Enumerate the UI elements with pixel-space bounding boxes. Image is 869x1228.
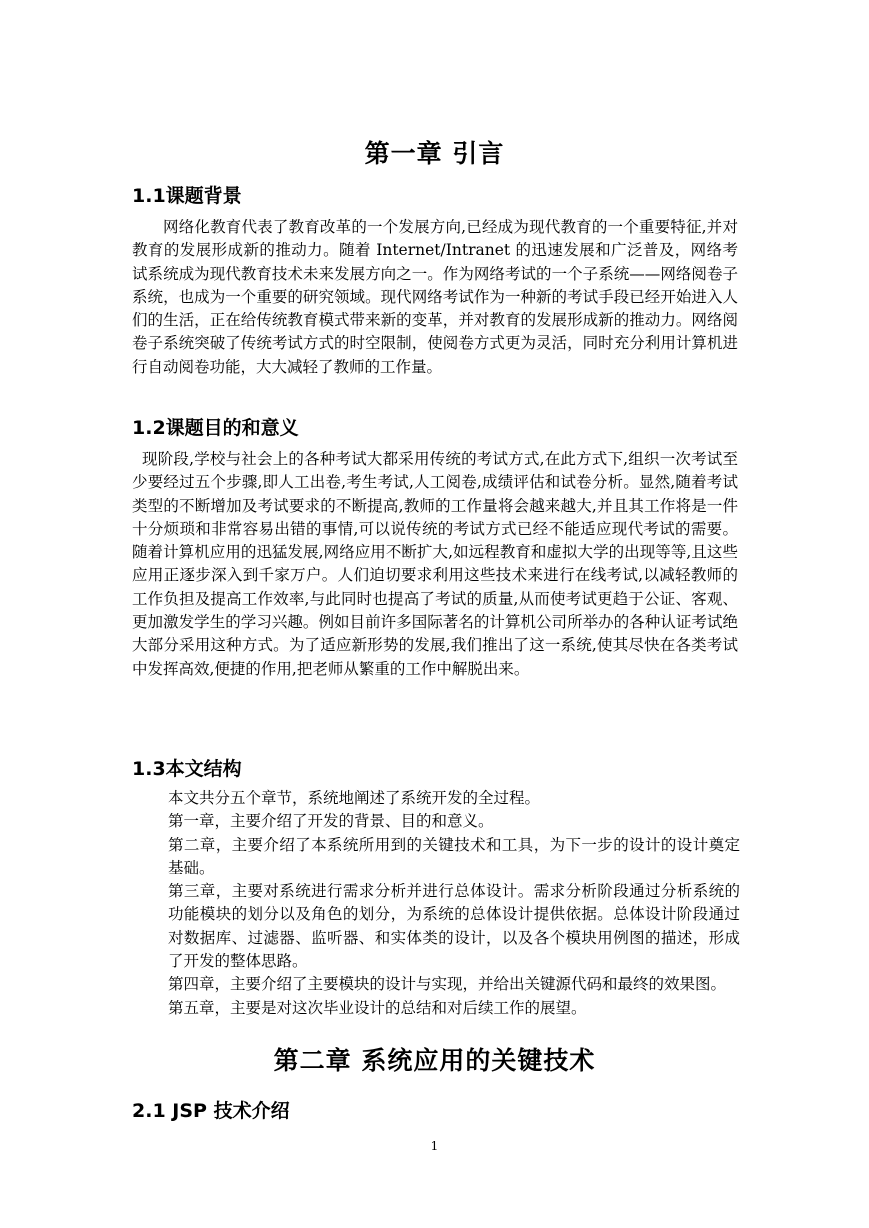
structure-item-chapter-3: 第三章，主要对系统进行需求分析并进行总体设计。需求分析阶段通过分析系统的功能模块的划分以及角色的划分，为系统的总体设计提供依据。总体设计阶段通过对数据库、过滤器、监听器、和实体类的设计，以及各个模块用例图的描述，形成了开发的整体思路。 bbox=[168, 882, 740, 971]
structure-item-chapter-2: 第二章，主要介绍了本系统所用到的关键技术和工具，为下一步的设计的设计奠定基础。 bbox=[168, 835, 740, 877]
section-1-2-body: 现阶段,学校与社会上的各种考试大都采用传统的考试方式,在此方式下,组织一次考试至少要经过五个步骤,即人工出卷,考生考试,人工阅卷,成绩评估和试卷分析。显然,随着考试类型的不断增加及考试要求的不断提高,教师的工作量将会越来越大,并且其工作将是一件十分烦琐和非常容易出错的事情,可以说传统的考试方式已经不能适应现代考试的需要。随着计算机应用的迅猛发展,网络应用不断扩大,如远程教育和虚拟大学的出现等等,且这些应用正逐步深入到千家万户。人们迫切要求利用这些技术来进行在线考试,以减轻教师的工作负担及提高工作效率,与此同时也提高了考试的质量,从而使考试更趋于公证、客观、更加激发学生的学习兴趣。例如目前许多国际著名的计算机公司所举办的各种认证考试绝大部分采用这种方式。为了适应新形势的发展,我们推出了这一系统,使其尽快在各类考试中发挥高效,便捷的作用,把老师从繁重的工作中解脱出来。 bbox=[132, 450, 738, 678]
chapter-1-title: 第一章 引言 bbox=[364, 139, 505, 168]
structure-item-chapter-4: 第四章，主要介绍了主要模块的设计与实现，并给出关键源代码和最终的效果图。 bbox=[168, 975, 727, 994]
section-1-1-body: 网络化教育代表了教育改革的一个发展方向,已经成为现代教育的一个重要特征,并对教育的发展形成新的推动力。随着 Internet/Intranet 的迅速发展和广泛普及，网络考试系统成为现代教育技术未来发展方向之一。作为网络考试的一个子系统——网络阅卷子系统，也成为一个重要的研究领域。现代网络考试作为一种新的考试手段已经开始进入人们的生活，正在给传统教育模式带来新的变革，并对教育的发展形成新的推动力。网络阅卷子系统突破了传统考试方式的时空限制，使阅卷方式更为灵活，同时充分利用计算机进行自动阅卷功能，大大减轻了教师的工作量。 bbox=[132, 218, 738, 376]
structure-item-overview: 本文共分五个章节，系统地阐述了系统开发的全过程。 bbox=[168, 789, 541, 807]
chapter-2-title: 第二章 系统应用的关键技术 bbox=[273, 1046, 596, 1075]
page-number: 1 bbox=[430, 1139, 439, 1153]
section-1-2-heading: 1.2课题目的和意义 bbox=[132, 417, 299, 439]
structure-item-chapter-5: 第五章，主要是对这次毕业设计的总结和对后续工作的展望。 bbox=[168, 998, 587, 1017]
section-2-1-heading: 2.1 JSP 技术介绍 bbox=[132, 1100, 290, 1122]
structure-list bbox=[168, 787, 740, 1020]
section-1-3-heading: 1.3本文结构 bbox=[132, 758, 242, 780]
section-1-1-heading: 1.1课题背景 bbox=[132, 185, 242, 207]
structure-item-chapter-1: 第一章，主要介绍了开发的背景、目的和意义。 bbox=[168, 812, 494, 831]
